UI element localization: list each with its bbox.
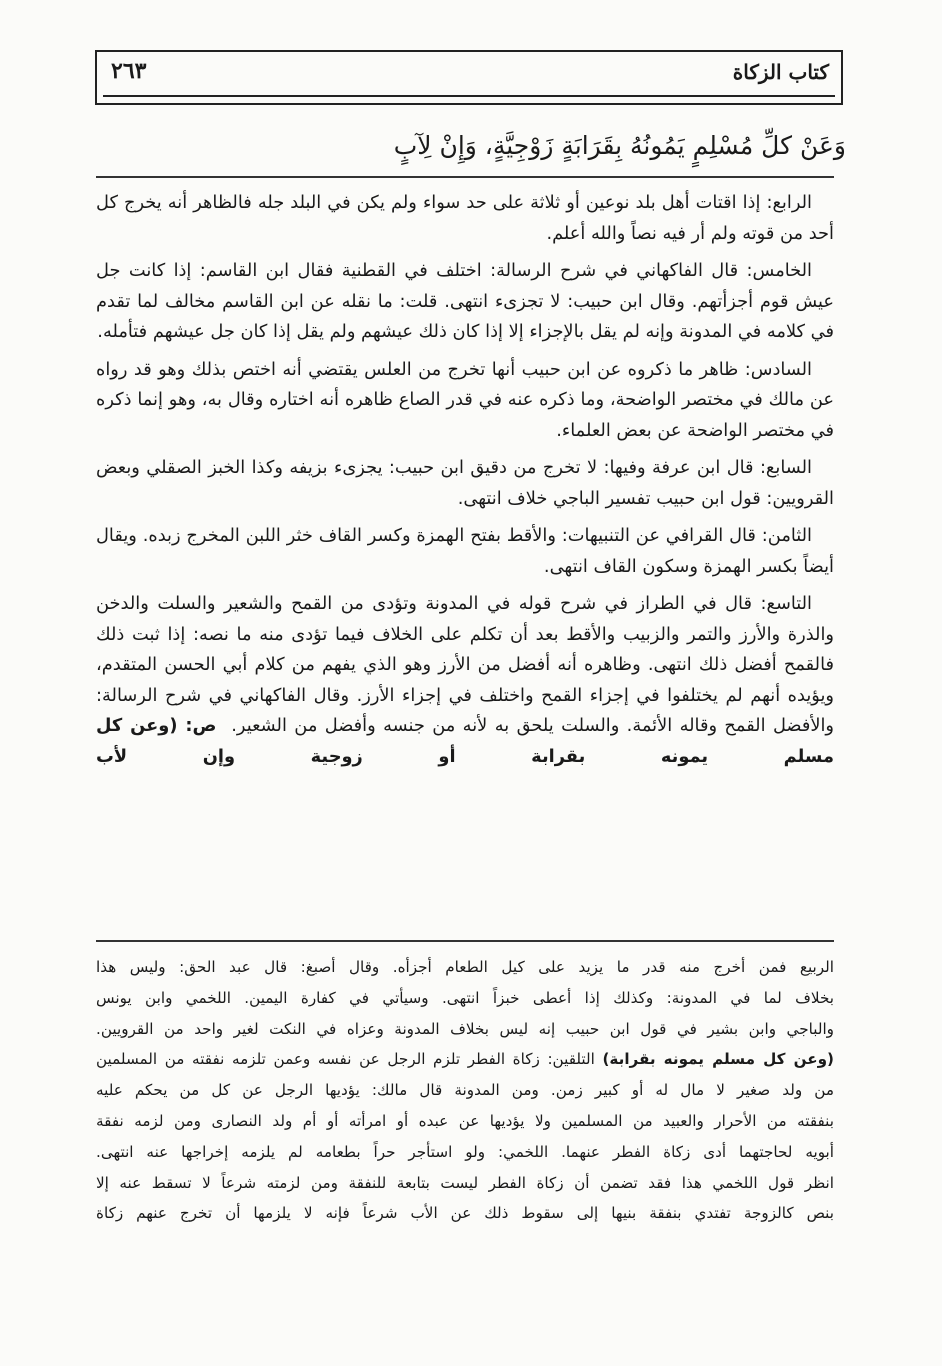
footnote-divider <box>96 940 834 942</box>
footnote-line: بخلاف لما في المدونة: وكذلك إذا أعطى خبزاً انتهى. وسيأتي في كفارة اليمين. اللخمي وابن يونس <box>96 988 834 1007</box>
book-title: كتاب الزكاة <box>732 60 829 84</box>
footnote-line-text: التلقين: زكاة الفطر تلزم الرجل عن نفسه وعمن تلزمه نفقته من المسلمين <box>96 1050 595 1069</box>
page-header <box>95 50 843 105</box>
paragraph-khamis: الخامس: قال الفاكهاني في شرح الرسالة: اختلف في القطنية فقال ابن القاسم: إذا كانت جل عيش قوم أجزأتهم. وقال ابن حبيب: لا تجزىء انتهى. قلت: ما نقله عن ابن القاسم مخالف لما تقدم في كلامه في المدونة وإنه لم يقل بالإجزاء إلا إذا كان ذلك عيشهم ولم يقل إذا كان جل عيشهم فتأمله. <box>96 260 834 342</box>
paragraph-rabi: الرابع: إذا اقتات أهل بلد نوعين أو ثلاثة على حد سواء ولم يكن في البلد جله فالظاهر أنه يخرج كل أحد من قوته ولم أر فيه نصاً والله أعلم. <box>96 192 834 244</box>
matn-verse: وَعَنْ كلِّ مُسْلِمٍ يَمُونُهُ بِقَرَابَةٍ زَوْجِيَّةٍ، وَإِنْ لِآبٍ <box>393 131 846 160</box>
verse-divider <box>96 176 834 178</box>
footnote-line: من ولد صغير لا مال له أو كبير زمن. ومن المدونة قال مالك: يؤديها الرجل عن كل من يحكم عليه <box>96 1081 834 1100</box>
footnote-line: بنص كالزوجة تفتدي بنفقة بنيها إلى سقوط ذلك عن الأب شرعاً فإنه لا يلزمها أن تخرج عنهم زكاة <box>96 1204 834 1223</box>
footnote-matn-lead: (وعن كل مسلم يمونه بقرابة) <box>602 1050 834 1069</box>
paragraph-tasi <box>96 589 834 772</box>
footnote-block <box>96 952 834 1229</box>
footnote-line: أبويه لحاجتهما أدى زكاة الفطر عنهما. اللخمي: ولو استأجر حراً بطعامه لم يلزمه إخراجها عنه انتهى. <box>96 1142 834 1161</box>
matn-quote: ص: (وعن كل مسلم يمونه بقرابة أو زوجية وإن لأب <box>96 715 834 767</box>
paragraph-thamin: الثامن: قال القرافي عن التنبيهات: والأقط بفتح الهمزة وكسر القاف خثر اللبن المخرج زبده. ويقال أيضاً بكسر الهمزة وسكون القاف انتهى. <box>96 525 834 577</box>
footnote-line: بنفقته من الأحرار والعبيد من المسلمين ولا يؤديها عن عبده أو امرأته أو أم ولد النصارى ومن لزمه نفقة <box>96 1111 834 1130</box>
paragraph-sadis: السادس: ظاهر ما ذكروه عن ابن حبيب أنها تخرج من العلس يقتضي أنه اختص بذلك وهو قد رواه عن مالك في مختصر الواضحة، وما ذكره عنه في قدر الصاع ظاهره أنه اختاره وقال به، وهو إنما ذكره في مختصر الواضحة عن بعض العلماء. <box>96 358 834 441</box>
footnote-line <box>96 1044 834 1075</box>
footnote-line: انظر قول اللخمي هذا فقد تضمن أن زكاة الفطر ليست بتابعة للنفقة ومن لزمته شرعاً لا تسقط عنه إلا <box>96 1173 834 1192</box>
commentary-body <box>96 188 834 779</box>
page-number: ٢٦٣ <box>111 58 147 84</box>
footnote-line: والباجي وابن بشير في قول ابن حبيب إنه ليس بخلاف المدونة وعزاه في النكت لغير واحد من القرويين. <box>96 1019 834 1038</box>
header-rule <box>103 95 835 97</box>
paragraph-tasi-text: التاسع: قال في الطراز في شرح قوله في المدونة وتؤدى من القمح والشعير والسلت والدخن والذرة والأرز والتمر والزبيب والأقط بعد أن تكلم على الخلاف فيما تؤدى منه ما نصه: إذا ثبت ذلك فالقمح أفضل ذلك انتهى. وظاهره أنه أفضل من الأرز وهو الذي يفهم من كلام أبي الحسن المتقدم، ويؤيده أنهم لم يختلفوا في إجزاء القمح واختلف في إجزاء الأرز. وقال الفاكهاني في شرح الرسالة: والأفضل القمح وقاله الأئمة. والسلت يلحق به لأنه من جنسه وأفضل من الشعير. <box>96 593 834 736</box>
paragraph-sabi: السابع: قال ابن عرفة وفيها: لا تخرج من دقيق ابن حبيب: يجزىء بزيفه وكذا الخبز الصقلي وبعض القرويين: قول ابن حبيب تفسير الباجي خلاف انتهى. <box>96 457 834 509</box>
footnote-line: الربيع فمن أخرج منه قدر ما يزيد على كيل الطعام أجزأه. وقال أصبغ: قال عبد الحق: وليس هذا <box>96 958 834 976</box>
